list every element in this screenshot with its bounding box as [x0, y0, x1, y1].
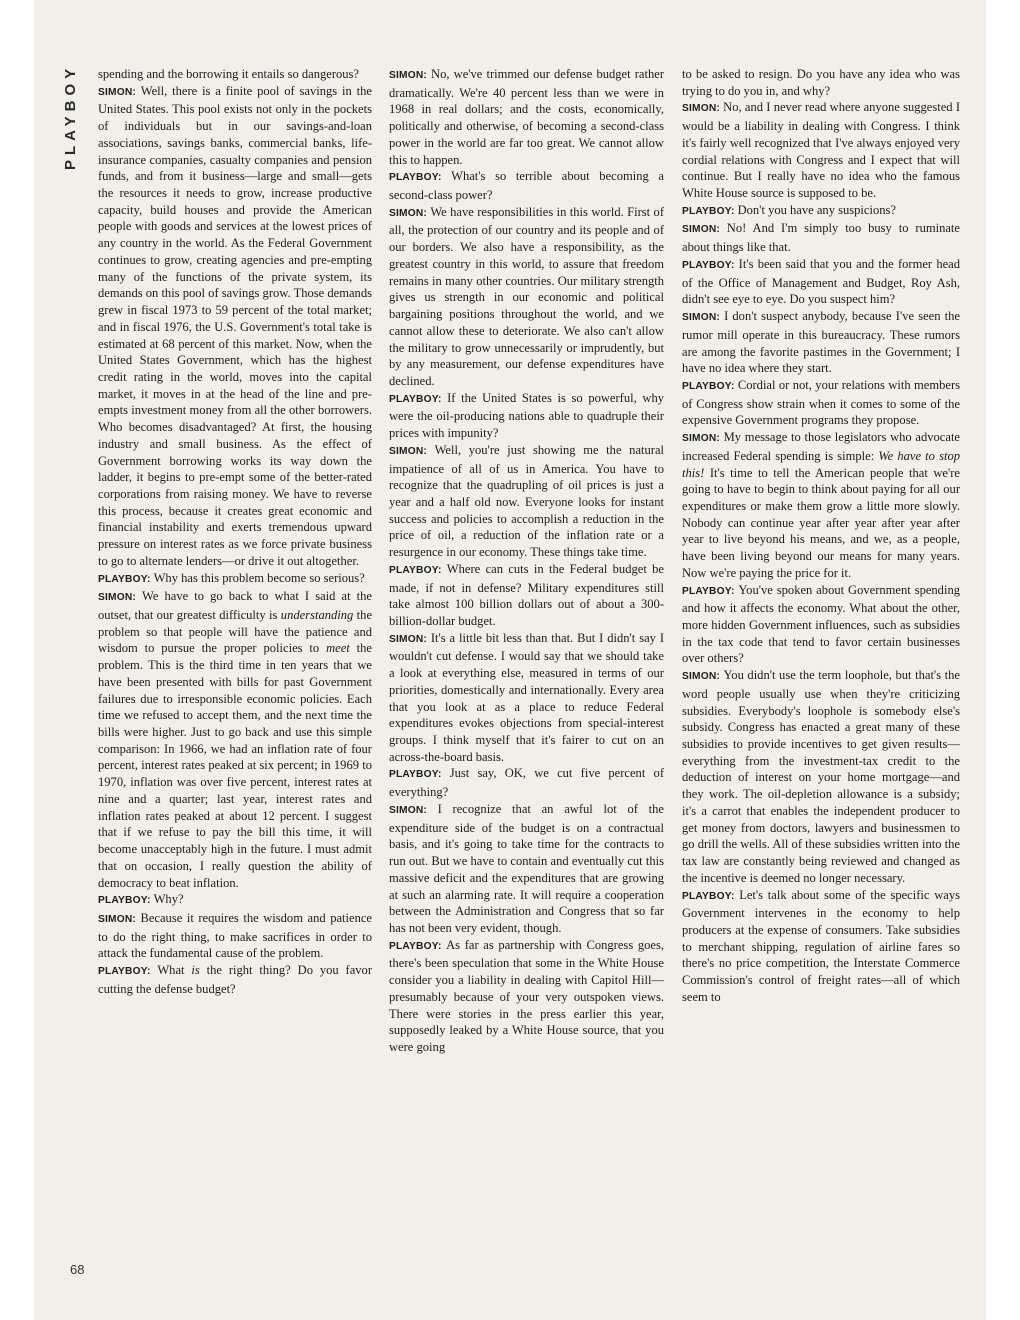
interview-paragraph [682, 202, 960, 221]
interview-paragraph [98, 83, 372, 570]
interview-paragraph [682, 377, 960, 429]
interview-paragraph [389, 765, 664, 800]
paragraph-text: Just say, OK, we cut five percent of everything? [389, 766, 664, 800]
paragraph-text: It's been said that you and the former head of the Office of Management and Budget, Roy Ash, didn't see eye to eye. Do you suspect him? [682, 256, 960, 307]
interview-paragraph [98, 910, 372, 962]
paragraph-text: spending and the borrowing it entails so dangerous? [98, 67, 359, 81]
interview-paragraph [682, 429, 960, 581]
speaker-label: SIMON: [389, 804, 427, 816]
interview-paragraph [389, 561, 664, 630]
interview-paragraph [389, 442, 664, 561]
speaker-label: SIMON: [98, 86, 136, 98]
paragraph-text: No, we've trimmed our defense budget rather dramatically. We're 40 percent less than we were in 1968 in real dollars; and the costs, economically, politically and otherwise, of becoming a second-class power in the world are far too great. We cannot allow this to happen. [389, 67, 664, 167]
interview-paragraph [389, 801, 664, 937]
interview-paragraph [98, 962, 372, 997]
paragraph-text: Well, there is a finite pool of savings in the United States. This pool exists not only in the pockets of individuals but in our savings-and-loan associations, savings banks, commercial banks, life-insurance companies, casualty companies and pension funds, and from it business—large and small—gets the resources it needs to grow, increase productive capacity, build houses and provide the American people with goods and services at the lowest prices of any country in the world. As the Federal Government continues to grow, creating agencies and pre-empting many of the functions of the private system, its demands on this pool of savings grow. Those demands grew in fiscal 1973 to 59 percent of the total market; and in fiscal 1976, the U.S. Government's total take is estimated at 68 percent of this market. Now, when the United States Government, which has the highest credit rating in the world, moves into the capital market, it moves in at the head of the line and pre-empts investment money from all the other borrowers. Who becomes disadvantaged? At first, the housing industry and small business. As the effect of Government borrowing works its way down the ladder, it begins to pre-empt some of the better-rated corporations from raising money. We have to reverse this process, because it creates great economic and financial instability and exerts tremendous upward pressure on interest rates as we force private business to go to alternate lenders—or drive it out altogether. [98, 83, 372, 568]
paragraph-text: We have responsibilities in this world. First of all, the protection of our country and its people and of our borders. We also have a responsibility, as the greatest country in this world, to assure that freedom remains in many other countries. Our military strength gives us strength in our economic and political bargaining positions throughout the world, and we cannot allow these to deteriorate. We also can't allow the military to grow unnecessarily or imprudently, but by any measurement, our defense expenditures have declined. [389, 204, 664, 388]
paragraph-text: Cordial or not, your relations with members of Congress show strain when it comes to some of the expensive Government programs they propose. [682, 377, 960, 428]
speaker-label: PLAYBOY: [682, 585, 735, 597]
speaker-label: SIMON: [682, 433, 720, 445]
paragraph-text: I don't suspect anybody, because I've seen the rumor mill operate in this bureaucracy. These rumors are among the favorite pastimes in the Government; I have no idea where they start. [682, 309, 960, 376]
paragraph-text: to be asked to resign. Do you have any idea who was trying to do you in, and why? [682, 67, 960, 98]
magazine-page [34, 0, 986, 1320]
interview-paragraph [682, 887, 960, 1006]
paragraph-text: As far as partnership with Congress goes, there's been speculation that some in the White House consider you a liability in dealing with Capitol Hill—presumably because of your very outspoken views. There were stories in the press earlier this year, supposedly leaked by a White House source, that you were going [389, 937, 664, 1054]
paragraph-text: No! And I'm simply too busy to ruminate about things like that. [682, 221, 960, 255]
interview-paragraph [682, 308, 960, 377]
speaker-label: PLAYBOY: [389, 940, 442, 952]
speaker-label: PLAYBOY: [682, 205, 735, 217]
speaker-label: PLAYBOY: [389, 769, 442, 781]
speaker-label: SIMON: [682, 312, 720, 324]
interview-paragraph [682, 66, 960, 99]
speaker-label: PLAYBOY: [389, 172, 442, 184]
text-column-3 [682, 66, 960, 1316]
interview-paragraph [98, 570, 372, 589]
interview-paragraph [389, 168, 664, 203]
speaker-label: PLAYBOY: [389, 564, 442, 576]
paragraph-text: No, and I never read where anyone suggested I would be a liability in dealing with Congress. I think it's fairly well recognized that I've always enjoyed very cordial relations with Congress and I expect that will continue. But I really have no idea who the famous White House source is supposed to be. [682, 100, 960, 201]
paragraph-text: Why has this problem become so serious? [153, 570, 365, 585]
speaker-label: SIMON: [389, 70, 427, 81]
speaker-label: SIMON: [98, 592, 136, 604]
paragraph-text: Don't you have any suspicions? [737, 202, 896, 217]
paragraph-text: You've spoken about Government spending and how it affects the economy. What about the other, more hidden Government influences, such as subsidies in the tax code that tend to favor certain businesses over others? [682, 582, 960, 666]
running-head: PLAYBOY [62, 64, 79, 171]
speaker-label: SIMON: [682, 103, 720, 115]
paragraph-text: Well, you're just showing me the natural impatience of all of us in America. You have to recognize that the quadrupling of oil prices is just a year and a half old now. Everyone looks for instant success and policies to accomplish a reduction in the price of oil, a reduction of the inflation rate or a resurgence in our economy. These things take time. [389, 442, 664, 560]
interview-paragraph [682, 220, 960, 255]
interview-paragraph [682, 256, 960, 308]
interview-paragraph [98, 66, 372, 83]
paragraph-text: Where can cuts in the Federal budget be made, if not in defense? Military expenditures still take almost 100 billion dollars out of about a 300-billion-dollar budget. [389, 561, 664, 628]
speaker-label: PLAYBOY: [98, 895, 151, 907]
paragraph-text: Let's talk about some of the specific ways Government intervenes in the economy to help producers at the expense of consumers. Take subsidies to merchant shipping, regulation of airline fares so there's no price competition, the Interstate Commerce Commission's control of freight rates—all of which seem to [682, 887, 960, 1004]
page-number: 68 [70, 1262, 85, 1277]
speaker-label: PLAYBOY: [98, 573, 151, 585]
interview-paragraph [682, 99, 960, 201]
paragraph-text: You didn't use the term loophole, but that's the word people usually use when they're criticizing subsidies. Everybody's loophole is somebody else's subsidy. Congress has enacted a great many of these subsidies to provide incentives to get given results—everything from the investment-tax credit to the deduction of interest on your home mortgage—and they work. The oil-depletion allowance is a subsidy; it's a carrot that enables the independent producer to get money from doctors, lawyers and businessmen to go drill the wells. All of these subsidies written into the tax law are constantly being reviewed and changed as the incentive is deemed no longer necessary. [682, 668, 960, 885]
speaker-label: PLAYBOY: [98, 966, 151, 978]
text-column-2 [389, 66, 664, 1316]
interview-paragraph [389, 204, 664, 390]
interview-paragraph [389, 630, 664, 766]
interview-paragraph [389, 390, 664, 442]
speaker-label: SIMON: [98, 913, 136, 925]
paragraph-text: I recognize that an awful lot of the expenditure side of the budget is on a contractual basis, and it's going to take time for the contracts to run out. But we have to contain and eventually cut this massive deficit and the expenditures that are growing at such an alarming rate. It will require a cooperation between the Administration and Congress that so far has not been very evident, though. [389, 801, 664, 935]
paragraph-text: It's a little bit less than that. But I didn't say I wouldn't cut defense. I would say that we should take a look at everything else, measured in terms of our priorities, domestically and internationally. Every area that you look at as a place to reduce Federal expenditures evokes objections from special-interest groups. I think myself that it's fairer to cut on an across-the-board basis. [389, 630, 664, 764]
speaker-label: PLAYBOY: [389, 393, 442, 405]
text-column-1 [98, 66, 372, 1316]
interview-paragraph [389, 66, 664, 168]
speaker-label: SIMON: [389, 207, 427, 219]
paragraph-text: What is the right thing? Do you favor cutting the defense budget? [98, 963, 372, 996]
speaker-label: PLAYBOY: [682, 380, 735, 392]
speaker-label: PLAYBOY: [682, 890, 735, 902]
paragraph-text: If the United States is so powerful, why were the oil-producing nations able to quadruple their prices with impunity? [389, 390, 664, 441]
interview-paragraph [389, 937, 664, 1056]
paragraph-text: What's so terrible about becoming a second-class power? [389, 169, 664, 203]
interview-paragraph [682, 582, 960, 668]
speaker-label: SIMON: [389, 445, 427, 457]
paragraph-text: Because it requires the wisdom and patience to do the right thing, to make sacrifices in order to attack the fundamental cause of the problem. [98, 910, 372, 961]
speaker-label: SIMON: [682, 224, 720, 236]
paragraph-text: We have to go back to what I said at the outset, that our greatest difficulty is understanding the problem so that people will have the patience and wisdom to pursue the proper policies to meet the problem. This is the third time in ten years that we have been presented with bills for past Government failures due to irresponsible economic policies. Each time we refused to accept them, and the next time the bills were higher. Just to go back and use this simple comparison: In 1966, we had an inflation rate of four percent, interest rates peaked at six percent; in 1969 to 1970, inflation was over five percent, interest rates at nine and a quarter; last year, interest rates and inflation rates peaked at about 12 percent. I suggest that if we refuse to pay the bill this time, it will become unacceptably high in the future. I must admit that on occasion, I really question the ability of democracy to beat inflation. [98, 589, 372, 890]
paragraph-text: Why? [153, 892, 184, 907]
interview-paragraph [682, 667, 960, 886]
interview-paragraph [98, 891, 372, 910]
interview-paragraph [98, 588, 372, 891]
speaker-label: SIMON: [389, 633, 427, 645]
speaker-label: SIMON: [682, 671, 720, 683]
paragraph-text: My message to those legislators who advocate increased Federal spending is simple: We have to stop this! It's time to tell the American people that we're going to have to begin to think about paying for all our expenditures or make them grow a little more slowly. Nobody can continue year after year after year after year to live beyond his means, and we, as a people, have been living beyond our means for many years. Now we're paying the price for it. [682, 430, 960, 580]
speaker-label: PLAYBOY: [682, 259, 735, 271]
